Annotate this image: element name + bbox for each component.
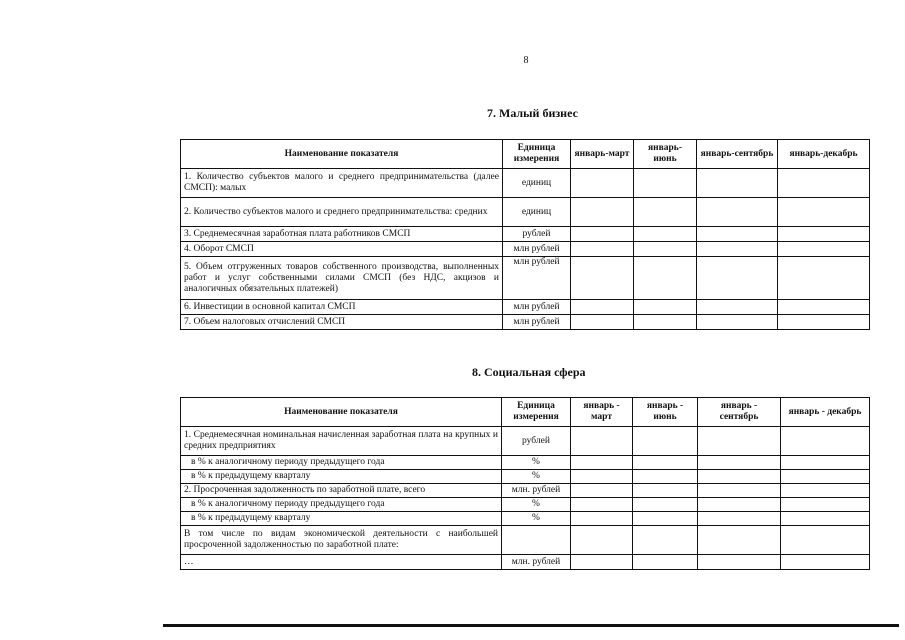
value-cell: [633, 526, 698, 555]
header-period-year: январь-декабрь: [778, 140, 870, 169]
value-cell: [634, 198, 697, 227]
value-cell: [633, 555, 698, 570]
value-cell: [778, 257, 870, 300]
section-8-title: 8. Социальная сфера: [472, 365, 586, 379]
value-cell: [778, 242, 870, 257]
value-cell: [571, 257, 634, 300]
value-cell: [571, 300, 634, 315]
value-cell: [781, 498, 870, 512]
value-cell: [634, 169, 697, 198]
indicator-unit: единиц: [503, 169, 571, 198]
header-period-q1: январь-март: [571, 140, 634, 169]
value-cell: [781, 484, 870, 498]
indicator-name: В том числе по видам экономической деятельности с наибольшей просроченной задолженностью по заработной плате:: [181, 526, 502, 555]
value-cell: [571, 456, 633, 470]
table-row: [181, 315, 870, 330]
indicator-name: 5. Объем отгруженных товаров собственного производства, выполненных работ и услуг собственными силами СМСП (без НДС, акцизов и аналогичных обязательных платежей): [181, 257, 503, 300]
value-cell: [697, 242, 778, 257]
table-row: [181, 169, 870, 198]
indicator-unit: млн. рублей: [502, 555, 571, 570]
value-cell: [634, 300, 697, 315]
value-cell: [698, 555, 781, 570]
value-cell: [698, 484, 781, 498]
header-period-h1: январь - июнь: [633, 398, 698, 427]
value-cell: [634, 242, 697, 257]
table-row: [181, 484, 870, 498]
value-cell: [634, 227, 697, 242]
value-cell: [697, 257, 778, 300]
page-number: 8: [523, 55, 529, 66]
indicator-name: 2. Просроченная задолженность по заработной плате, всего: [181, 484, 502, 498]
value-cell: [571, 555, 633, 570]
table-row: [181, 257, 870, 300]
value-cell: [781, 456, 870, 470]
value-cell: [634, 315, 697, 330]
indicator-unit: %: [502, 498, 571, 512]
value-cell: [698, 456, 781, 470]
header-period-h1: январь-июнь: [634, 140, 697, 169]
value-cell: [698, 526, 781, 555]
value-cell: [697, 300, 778, 315]
indicator-name: в % к аналогичному периоду предыдущего года: [181, 498, 502, 512]
indicator-unit: млн рублей: [503, 242, 571, 257]
small-business-table: [180, 139, 870, 330]
indicator-name: 1. Среднемесячная номинальная начисленная заработная плата на крупных и средних предприятиях: [181, 427, 502, 456]
value-cell: [571, 512, 633, 526]
table-header-row: [181, 398, 870, 427]
value-cell: [571, 526, 633, 555]
value-cell: [633, 498, 698, 512]
indicator-name: 3. Среднемесячная заработная плата работников СМСП: [181, 227, 503, 242]
value-cell: [778, 227, 870, 242]
value-cell: [571, 498, 633, 512]
indicator-unit: млн рублей: [503, 300, 571, 315]
value-cell: [571, 242, 634, 257]
table-row: [181, 427, 870, 456]
bottom-rule: [163, 624, 899, 627]
social-sphere-table: [180, 397, 870, 570]
value-cell: [778, 300, 870, 315]
value-cell: [571, 427, 633, 456]
value-cell: [778, 169, 870, 198]
table-row: [181, 300, 870, 315]
value-cell: [571, 484, 633, 498]
section-7-title: 7. Малый бизнес: [487, 106, 578, 120]
indicator-name: 4. Оборот СМСП: [181, 242, 503, 257]
value-cell: [571, 315, 634, 330]
value-cell: [571, 169, 634, 198]
value-cell: [781, 512, 870, 526]
indicator-name: 6. Инвестиции в основной капитал СМСП: [181, 300, 503, 315]
indicator-unit: млн рублей: [503, 257, 571, 300]
value-cell: [781, 470, 870, 484]
value-cell: [697, 198, 778, 227]
indicator-unit: млн рублей: [503, 315, 571, 330]
value-cell: [698, 427, 781, 456]
value-cell: [781, 427, 870, 456]
value-cell: [571, 198, 634, 227]
indicator-unit: млн. рублей: [502, 484, 571, 498]
indicator-name: 7. Объем налоговых отчислений СМСП: [181, 315, 503, 330]
indicator-name: …: [181, 555, 502, 570]
indicator-unit: рублей: [503, 227, 571, 242]
indicator-name: в % к предыдущему кварталу: [181, 512, 502, 526]
value-cell: [633, 470, 698, 484]
value-cell: [781, 555, 870, 570]
value-cell: [697, 315, 778, 330]
value-cell: [571, 470, 633, 484]
header-unit: Единица измерения: [502, 398, 571, 427]
indicator-name: в % к предыдущему кварталу: [181, 470, 502, 484]
value-cell: [633, 456, 698, 470]
table-row: [181, 555, 870, 570]
value-cell: [698, 498, 781, 512]
header-period-year: январь - декабрь: [781, 398, 870, 427]
value-cell: [633, 427, 698, 456]
value-cell: [697, 227, 778, 242]
value-cell: [634, 257, 697, 300]
indicator-unit: %: [502, 456, 571, 470]
header-period-9m: январь-сентябрь: [697, 140, 778, 169]
table-row: [181, 512, 870, 526]
value-cell: [697, 169, 778, 198]
table-row: [181, 470, 870, 484]
value-cell: [781, 526, 870, 555]
header-indicator-name: Наименование показателя: [181, 140, 503, 169]
header-period-q1: январь - март: [571, 398, 633, 427]
header-period-9m: январь - сентябрь: [698, 398, 781, 427]
table-row: [181, 198, 870, 227]
header-indicator-name: Наименование показателя: [181, 398, 502, 427]
indicator-unit: единиц: [503, 198, 571, 227]
indicator-unit: %: [502, 512, 571, 526]
value-cell: [698, 470, 781, 484]
table-row: [181, 227, 870, 242]
indicator-unit: %: [502, 470, 571, 484]
indicator-name: в % к аналогичному периоду предыдущего года: [181, 456, 502, 470]
table-row: [181, 456, 870, 470]
value-cell: [571, 227, 634, 242]
indicator-name: 1. Количество субъектов малого и среднего предпринимательства (далее СМСП): малых: [181, 169, 503, 198]
indicator-name: 2. Количество субъектов малого и среднего предпринимательства: средних: [181, 198, 503, 227]
table-row: [181, 498, 870, 512]
value-cell: [633, 512, 698, 526]
value-cell: [698, 512, 781, 526]
indicator-unit: рублей: [502, 427, 571, 456]
indicator-unit: [502, 526, 571, 555]
value-cell: [778, 315, 870, 330]
value-cell: [778, 198, 870, 227]
table-header-row: [181, 140, 870, 169]
table-row: [181, 242, 870, 257]
header-unit: Единица измерения: [503, 140, 571, 169]
value-cell: [633, 484, 698, 498]
table-row: [181, 526, 870, 555]
